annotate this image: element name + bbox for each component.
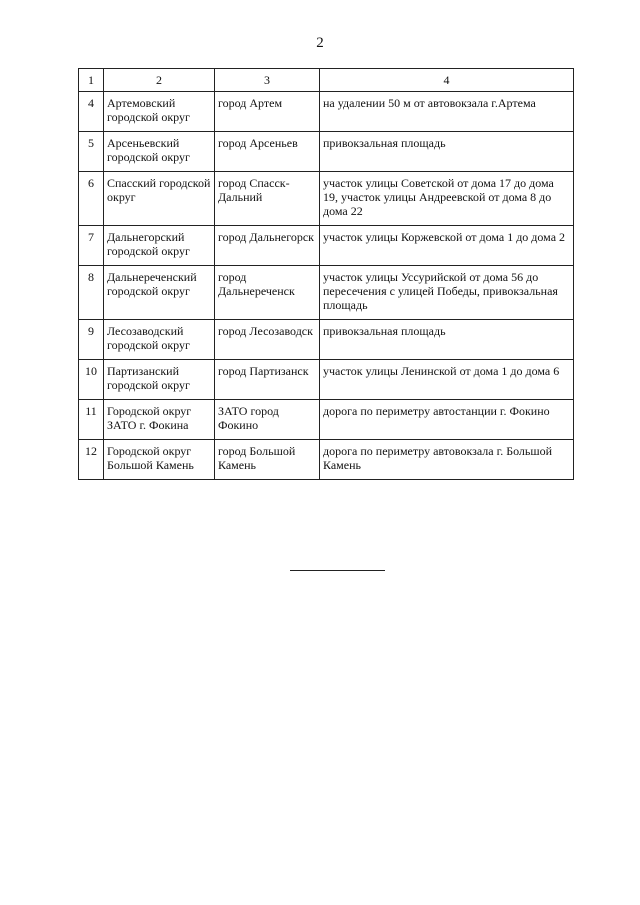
- header-cell-1: 1: [79, 69, 104, 92]
- district-cell: Дальнереченский городской округ: [104, 266, 215, 320]
- locations-table: [78, 68, 574, 480]
- city-cell: город Дальнереченск: [215, 266, 320, 320]
- row-number-cell: 10: [79, 360, 104, 400]
- location-cell: участок улицы Советской от дома 17 до дома 19, участок улицы Андреевской от дома 8 до дома 22: [320, 172, 574, 226]
- location-cell: привокзальная площадь: [320, 320, 574, 360]
- location-cell: участок улицы Коржевской от дома 1 до дома 2: [320, 226, 574, 266]
- city-cell: город Партизанск: [215, 360, 320, 400]
- divider-line: [290, 570, 385, 571]
- table-body: [79, 92, 574, 480]
- table-row: [79, 226, 574, 266]
- district-cell: Городской округ ЗАТО г. Фокина: [104, 400, 215, 440]
- district-cell: Городской округ Большой Камень: [104, 440, 215, 480]
- district-cell: Спасский городской округ: [104, 172, 215, 226]
- location-cell: дорога по периметру автостанции г. Фокино: [320, 400, 574, 440]
- row-number-cell: 12: [79, 440, 104, 480]
- row-number-cell: 9: [79, 320, 104, 360]
- row-number-cell: 7: [79, 226, 104, 266]
- city-cell: город Лесозаводск: [215, 320, 320, 360]
- city-cell: город Дальнегорск: [215, 226, 320, 266]
- table-row: [79, 266, 574, 320]
- city-cell: город Арсеньев: [215, 132, 320, 172]
- row-number-cell: 5: [79, 132, 104, 172]
- location-cell: участок улицы Уссурийской от дома 56 до пересечения с улицей Победы, привокзальная площадь: [320, 266, 574, 320]
- table-row: [79, 360, 574, 400]
- table-row: [79, 320, 574, 360]
- table-row: [79, 400, 574, 440]
- city-cell: город Артем: [215, 92, 320, 132]
- row-number-cell: 4: [79, 92, 104, 132]
- row-number-cell: 11: [79, 400, 104, 440]
- district-cell: Партизанский городской округ: [104, 360, 215, 400]
- table-row: [79, 92, 574, 132]
- location-cell: дорога по периметру автовокзала г. Большой Камень: [320, 440, 574, 480]
- district-cell: Арсеньевский городской округ: [104, 132, 215, 172]
- page-number: 2: [316, 35, 324, 51]
- city-cell: город Большой Камень: [215, 440, 320, 480]
- city-cell: город Спасск-Дальний: [215, 172, 320, 226]
- city-cell: ЗАТО город Фокино: [215, 400, 320, 440]
- district-cell: Дальнегорский городской округ: [104, 226, 215, 266]
- location-cell: на удалении 50 м от автовокзала г.Артема: [320, 92, 574, 132]
- location-cell: привокзальная площадь: [320, 132, 574, 172]
- row-number-cell: 6: [79, 172, 104, 226]
- header-cell-3: 3: [215, 69, 320, 92]
- table-row: [79, 132, 574, 172]
- header-cell-2: 2: [104, 69, 215, 92]
- location-cell: участок улицы Ленинской от дома 1 до дома 6: [320, 360, 574, 400]
- table-row: [79, 172, 574, 226]
- row-number-cell: 8: [79, 266, 104, 320]
- table-header-row: [79, 69, 574, 92]
- table-row: [79, 440, 574, 480]
- district-cell: Лесозаводский городской округ: [104, 320, 215, 360]
- district-cell: Артемовский городской округ: [104, 92, 215, 132]
- header-cell-4: 4: [320, 69, 574, 92]
